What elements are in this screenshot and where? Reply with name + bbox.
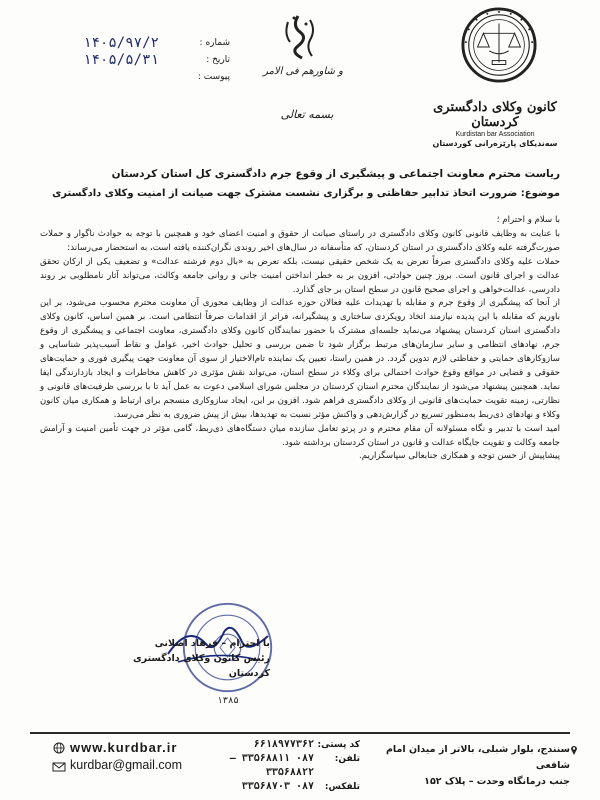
phone-label: تلفن: bbox=[334, 754, 360, 764]
paragraph: با عنایت به وظایف قانونی کانون وکلای دادگستری در راستای صیانت از حقوق و امنیت اعضای خود و همچنین با توجه به حوادث ناگوار و حملات صورت‌گرفته علیه وکلای دادگستری در استان کردستان، که متأسفانه در سال‌های اخیر روندی نگران‌کننده یافته است، به استحضار می‌رساند: bbox=[40, 228, 560, 253]
basmala: بسمه تعالی bbox=[280, 108, 334, 121]
phone-row bbox=[200, 752, 360, 780]
org-name-english: Kurdistan bar Association bbox=[455, 131, 535, 138]
postal-value: ۶۶۱۸۹۷۷۳۶۲ bbox=[253, 739, 314, 750]
website-link[interactable]: www.kurdbar.ir bbox=[70, 740, 178, 755]
bar-association-emblem-icon bbox=[460, 6, 538, 84]
signer-block bbox=[110, 636, 270, 681]
subject-line: موضوع: ضرورت اتخاذ تدابیر حفاظتی و برگزاری نشست مشترک جهت صیانت از امنیت وکلای دادگستری bbox=[52, 188, 560, 199]
email-icon bbox=[52, 761, 66, 773]
meta-date-row bbox=[60, 51, 230, 68]
location-pin-icon bbox=[570, 744, 578, 756]
address bbox=[355, 742, 570, 790]
meta-attachment-row bbox=[60, 68, 230, 85]
calligraphy-ornament-icon bbox=[240, 12, 360, 68]
org-name-kurdish: سەندیکای پارێزەرانی کوردستان bbox=[432, 139, 558, 148]
footer-divider bbox=[30, 732, 570, 734]
letter-meta bbox=[60, 34, 230, 85]
paragraph: حملات علیه وکلای دادگستری صرفاً تعرض به یک شخص حقیقی نیست، بلکه تعرض به «بال دوم فرشته عدالت» و تضعیف یکی از ارکان تحقق عدالت و اجرای قانون است. بروز چنین حوادثی، افزون بر به خطر انداختن امنیت جانی و روانی جامعه وکالت، می‌تواند آثار نامطلوبی بر روند دادرسی، عدالت‌خواهی و اجرای صحیح قانون در سطح استان بر جای گذارد. bbox=[40, 256, 560, 295]
letterhead bbox=[0, 0, 600, 150]
fax-value: ۰۸۷ ۳۳۵۶۸۷۰۳ bbox=[241, 781, 314, 792]
seal-year: ۱۳۸۵ bbox=[217, 696, 239, 706]
org-name-persian: کانون وکلای دادگستری کردستان bbox=[433, 100, 557, 130]
postal-label: کد پستی: bbox=[317, 740, 360, 750]
signer-title: رئیس کانون وکلای دادگستری کردستان bbox=[132, 653, 270, 679]
letter-footer bbox=[0, 736, 600, 800]
date-value: ۱۴۰۵/۵/۳۱ bbox=[83, 51, 159, 68]
address-line-1: سنندج، بلوار شبلی، بالاتر از میدان امام شافعی bbox=[385, 744, 570, 771]
greeting: با سلام و احترام ؛ bbox=[496, 215, 560, 225]
fax-row bbox=[200, 780, 360, 794]
attachment-label: پیوست : bbox=[197, 71, 230, 82]
fax-label: تلفکس: bbox=[324, 782, 360, 792]
paragraph: پیشاپیش از حسن توجه و همکاری جنابعالی سپاسگزاریم. bbox=[359, 451, 560, 462]
globe-icon bbox=[52, 742, 66, 754]
signer-name: با احترام – فرهاد اصلانی bbox=[154, 638, 270, 649]
contact-info bbox=[200, 738, 360, 794]
meta-number-row bbox=[60, 34, 230, 51]
motto-text: و شاورهم فی الامر bbox=[263, 66, 343, 77]
paragraph: امید است با تدبیر و نگاه مسئولانه آن مقام محترم و در پرتو تعامل سازنده میان دستگاه‌های ذی‌ربط، گامی مؤثر در جهت تأمین امنیت و آرامش جامعه وکالت و تقویت جایگاه عدالت و قانون در استان کردستان برداشته شود. bbox=[40, 423, 560, 448]
date-label: تاریخ : bbox=[206, 54, 230, 65]
letter-body bbox=[40, 214, 560, 464]
motto-calligraphy bbox=[240, 12, 360, 92]
email-link[interactable]: kurdbar@gmail.com bbox=[70, 758, 183, 772]
number-value: ۱۴۰۵/۹۷/۲ bbox=[83, 34, 159, 51]
phone-value: ۰۸۷ ۳۳۵۶۸۸۱۱ – ۳۳۵۶۸۸۲۲ bbox=[229, 753, 314, 778]
address-line-2: جنب درمانگاه وحدت – پلاک ۱۵۲ bbox=[424, 776, 570, 787]
postal-row bbox=[200, 738, 360, 752]
number-label: شماره : bbox=[199, 37, 230, 48]
addressee: ریاست محترم معاونت اجتماعی و پیشگیری از وقوع جرم دادگستری کل استان کردستان bbox=[111, 168, 560, 180]
paragraph: از آنجا که پیشگیری از وقوع جرم و مقابله با تهدیدات علیه فعالان حوزه عدالت از وظایف محوری آن معاونت محترم محسوب می‌شود، بر این باوریم که مقابله با این پدیده نیازمند اتخاذ رویکردی ساختاری و پیشگیرانه، فراتر از اقدامات صرفاً انتظامی است. بر همین اساس، کانون وکلای دادگستری استان کردستان پیشنهاد می‌نماید جلسه‌ای مشترک با حضور نمایندگان کانون وکلای دادگستری، معاونت اجتماعی و پیشگیری از وقوع جرم، نهادهای انتظامی و سایر سازمان‌های مرتبط برگزار شود تا ضمن بررسی و تحلیل حوادث اخیر، عوامل و نقاط آسیب‌پذیر شناسایی و سازوکارهای حمایتی و حفاظتی لازم تدوین گردد. در همین راستا، تعیین یک نماینده تام‌الاختیار از سوی آن معاونت جهت پیگیری فوری و حمایت‌های حقوقی و قضایی در مواقع وقوع حوادث احتمالی برای وکلاء در سطح استان، می‌تواند نقش مؤثری در کاهش مخاطرات و ایجاد بازدارندگی ایفا نماید. همچنین پیشنهاد می‌شود از نمایندگان محترم استان کردستان در مجلس شورای اسلامی دعوت به عمل آید تا با بررسی ظرفیت‌های قانونی و نظارتی، زمینه تقویت حمایت‌های قانونی از وکلای دادگستری فراهم شود. افزون بر این، ایجاد سازوکاری منسجم برای ارتباط و همکاری میان کانون وکلاء و نهادهای ذی‌ربط به‌منظور تسریع در گزارش‌دهی و واکنش مؤثر نسبت به تهدیدها، بیش از پیش ضروری به نظر می‌رسد. bbox=[40, 298, 560, 420]
organization-name bbox=[430, 100, 560, 148]
